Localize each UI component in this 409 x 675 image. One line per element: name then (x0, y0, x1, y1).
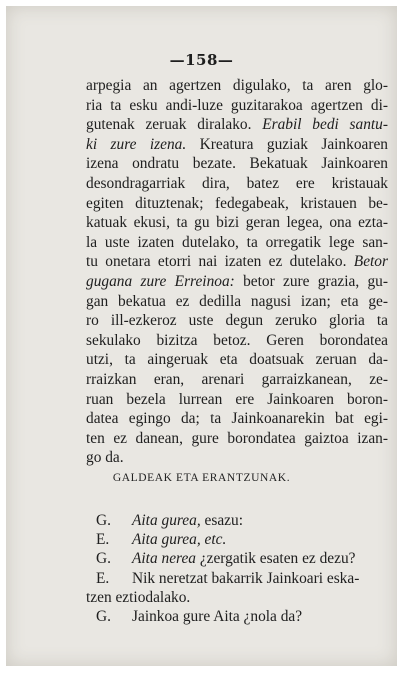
page-number: —158— (169, 51, 234, 69)
italic-text: Betor (353, 253, 388, 271)
text-segment: gutenak zeruak diralako. (86, 116, 263, 134)
italic-text: Erabil bedi santu- (262, 116, 388, 134)
text-segment: katuak ekusi, ta gu bizi geran legea, ona ezta- (86, 214, 388, 232)
text-segment: ro ill-ezkeroz uste degun zeruko gloria ta (86, 312, 388, 330)
text-line (86, 213, 388, 233)
speaker-label: E. (96, 531, 110, 549)
text-segment: rraizkan eran, arenari garraizkanean, ze- (86, 370, 388, 388)
text-segment: ria ta esku andi-luze guzitarakoa agertzen di- (86, 96, 388, 114)
book-page (6, 6, 397, 666)
text-line (86, 76, 388, 96)
text-line (86, 272, 388, 292)
dialog-line (86, 569, 388, 588)
text-line (86, 252, 388, 272)
text-line (86, 174, 388, 194)
text-line (86, 350, 388, 370)
dialog-line (86, 530, 388, 549)
text-segment: ten ez danean, gure borondatea gaiztoa izan- (86, 429, 388, 447)
text-line (86, 390, 388, 410)
text-segment: ¿zergatik esaten ez dezu? (195, 550, 356, 568)
text-segment: go da. (86, 449, 124, 467)
text-line (86, 331, 388, 351)
text-segment: datea egingo da; ta Jainkoanarekin bat egi- (86, 410, 388, 428)
dialog-line (86, 511, 388, 530)
dialog-line (86, 549, 388, 568)
text-line (86, 448, 388, 468)
text-segment: egiten dituztenak; fedegabeak, kristauen be- (86, 194, 388, 212)
italic-text: gugana zure Erreinoa: (86, 272, 235, 290)
italic-text: Aita gurea, etc. (132, 531, 227, 549)
text-segment: izena ondratu bezate. Bekatuak Jainkoaren (86, 155, 388, 173)
text-segment: arpegia an agertzen digulako, ta aren glo- (86, 77, 388, 94)
text-segment: esazu: (200, 512, 243, 529)
dialog-block (86, 511, 388, 626)
text-segment: Nik neretzat bakarrik Jainkoari eska- (132, 569, 360, 587)
speaker-label: G. (96, 512, 111, 529)
dialog-line (86, 607, 388, 626)
text-segment: la uste izaten dutelako, ta orregatik lege san- (86, 233, 388, 251)
section-heading: GALDEAK ETA ERANTZUNAK. (112, 472, 291, 484)
text-segment: desondragarriak dira, batez ere kristauak (86, 174, 388, 192)
italic-text: Aita gurea, (132, 512, 201, 529)
dialog-line (86, 588, 388, 607)
text-segment: tzen eztiodalako. (86, 588, 191, 606)
text-line (86, 370, 388, 390)
text-segment: gan bekatua ez dedilla nagusi izan; eta ge- (86, 292, 388, 310)
text-segment: utzi, ta aingeruak eta doatsuak zeruan da- (86, 351, 388, 369)
text-line (86, 429, 388, 449)
text-line (86, 96, 388, 116)
text-line (86, 311, 388, 331)
text-segment: betor zure grazia, gu- (234, 272, 389, 290)
text-segment: Jainkoa gure Aita ¿nola da? (132, 608, 303, 626)
italic-text: Aita nerea (132, 550, 196, 568)
text-segment: tu onetara etorri nai izaten ez dutelako. (86, 253, 354, 271)
text-line (86, 135, 388, 155)
body-text (86, 76, 388, 468)
speaker-label: E. (96, 569, 110, 587)
text-segment: ruan bezela lurrean ere Jainkoaren boron- (86, 390, 388, 408)
speaker-label: G. (96, 608, 111, 626)
text-line (86, 194, 388, 214)
text-line (86, 292, 388, 312)
text-segment: Kreatura guziak Jainkoaren (186, 135, 388, 153)
text-line (86, 115, 388, 135)
text-line (86, 154, 388, 174)
text-line (86, 233, 388, 253)
speaker-label: G. (96, 550, 111, 568)
italic-text: ki zure izena. (86, 135, 187, 153)
text-segment: sekulako bizitza betoz. Geren borondatea (86, 331, 388, 349)
text-line (86, 409, 388, 429)
